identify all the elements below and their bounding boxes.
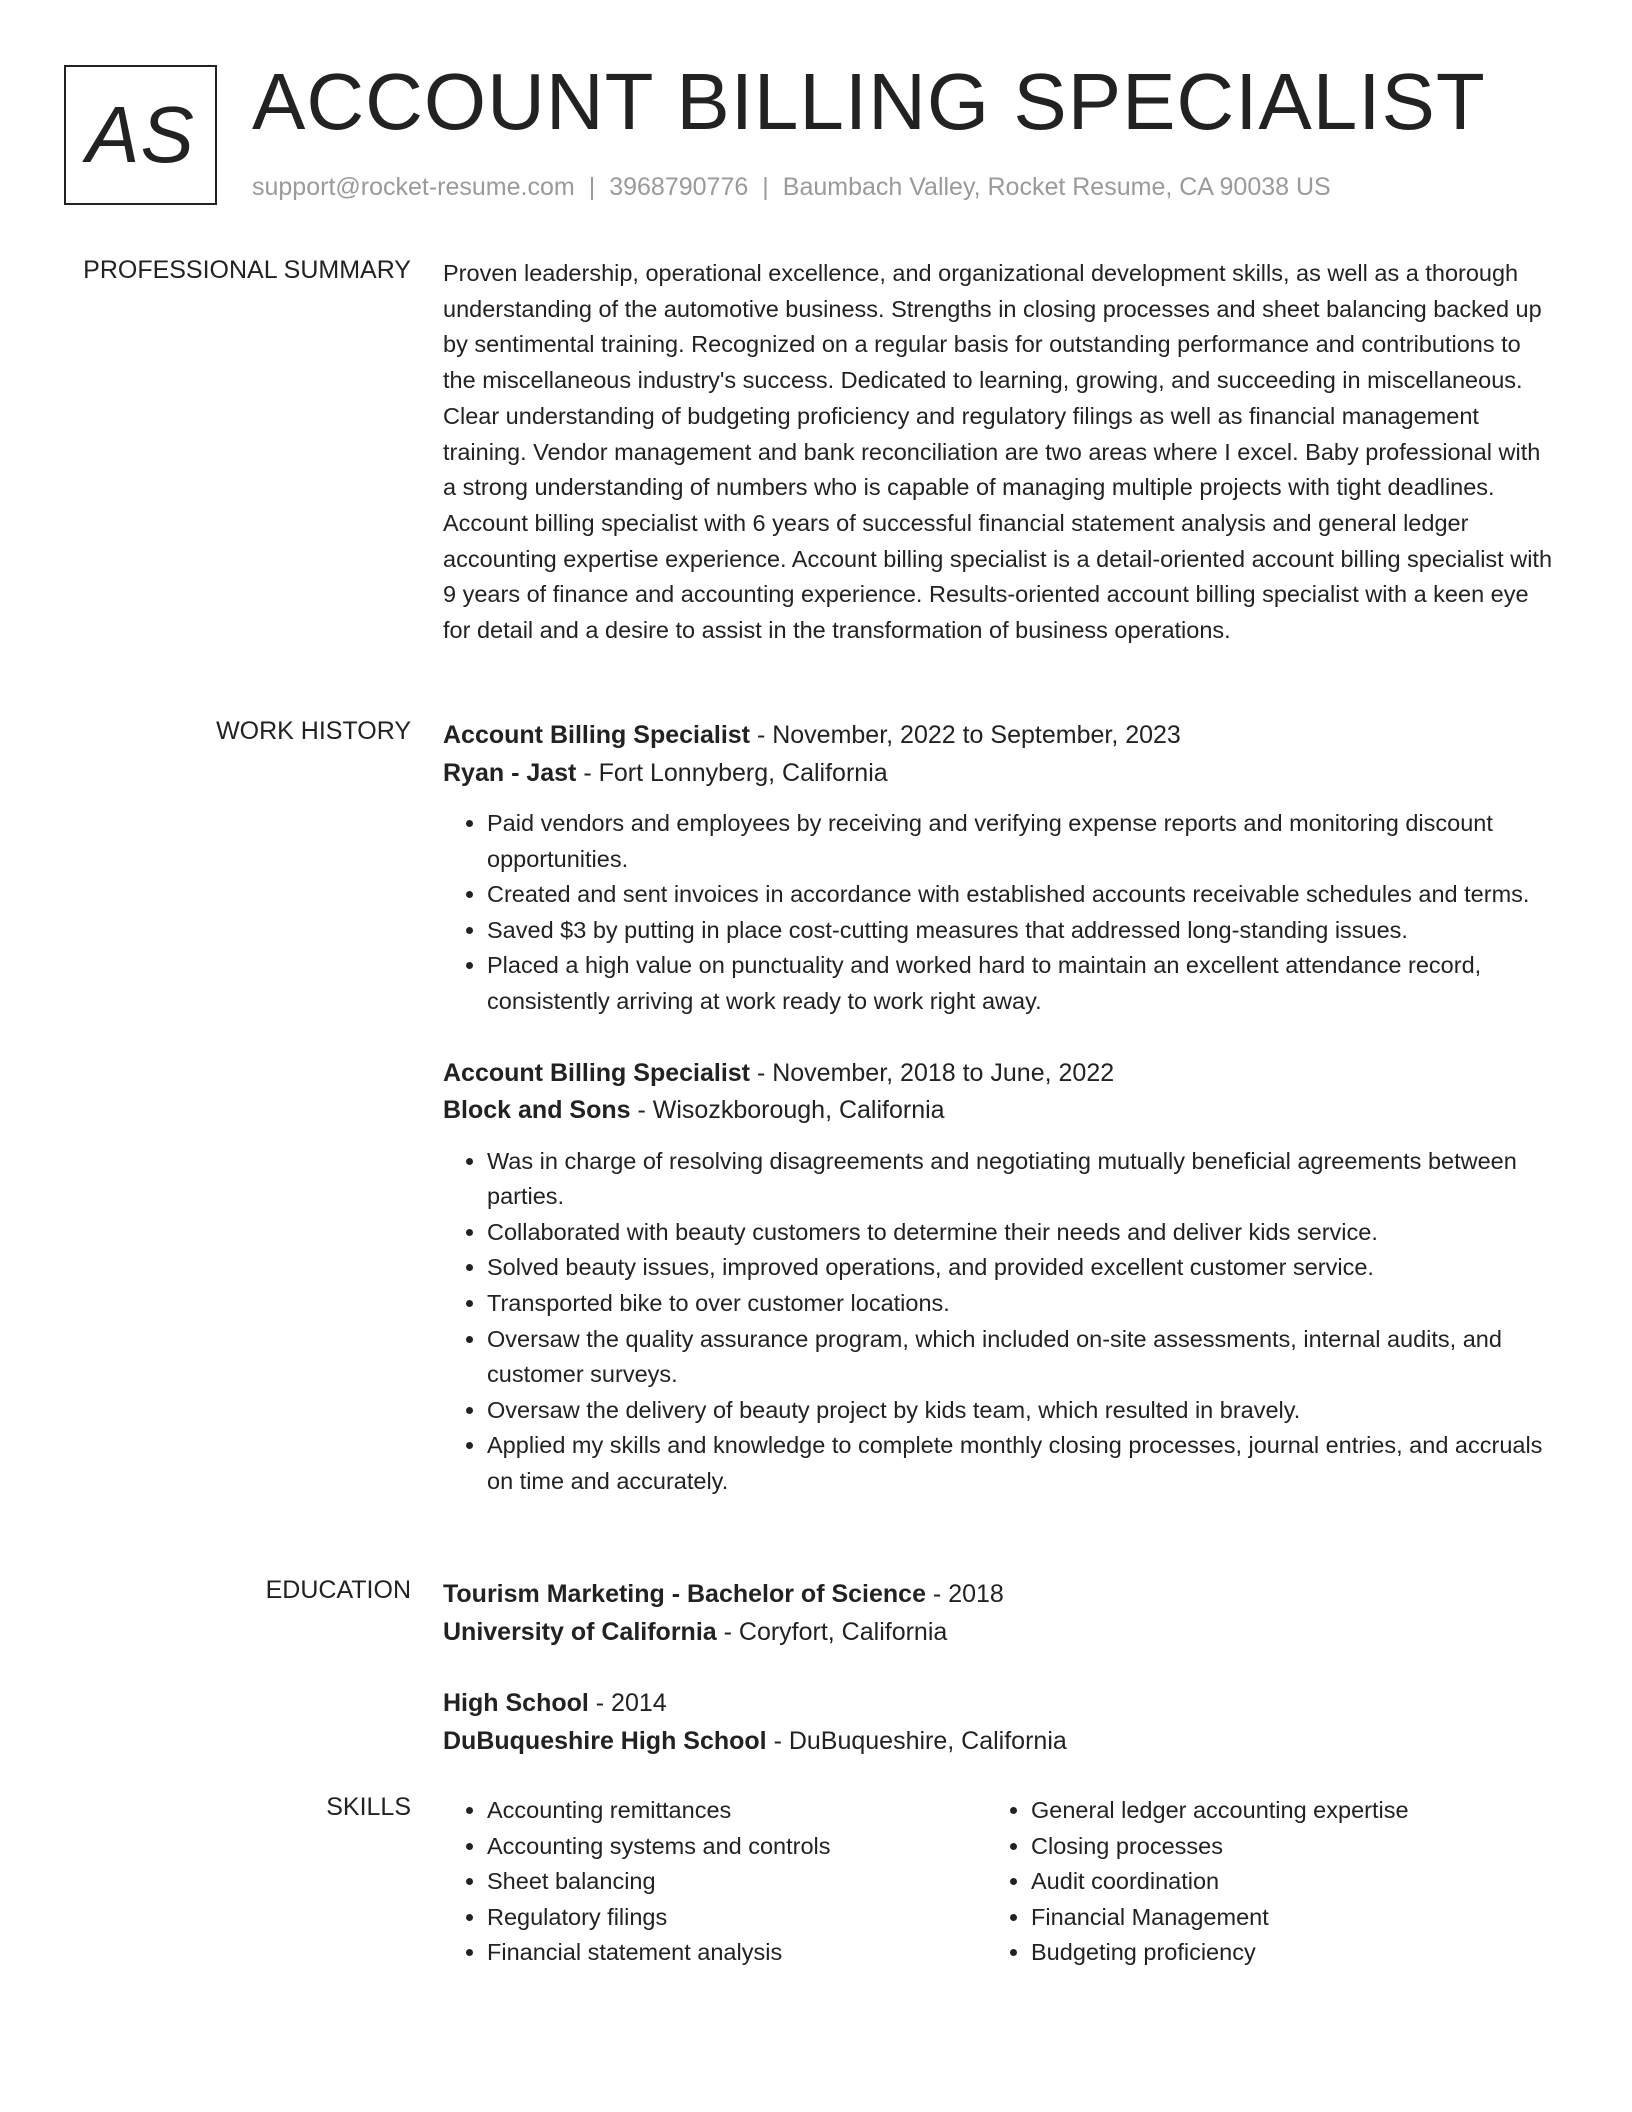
job-dates: - November, 2018 to June, 2022	[750, 1058, 1115, 1087]
education-year: - 2018	[925, 1580, 1004, 1608]
education-entry	[443, 1685, 1558, 1760]
section-label-work-history: WORK HISTORY	[216, 717, 411, 745]
section-label-education: EDUCATION	[265, 1576, 411, 1604]
job-title: Account Billing Specialist	[443, 1058, 750, 1087]
job-bullet: • Oversaw the quality assurance program, which included on-site assessments, internal audits, and customer surveys.	[487, 1322, 1558, 1393]
job-bullet: • Paid vendors and employees by receiving and verifying expense reports and monitoring discount opportunities.	[487, 806, 1558, 877]
job-bullet: • Placed a high value on punctuality and worked hard to maintain an excellent attendance record, consistently arriving at work ready to work right away.	[487, 948, 1558, 1019]
job-title: Account Billing Specialist	[443, 721, 750, 749]
skill-item: • General ledger accounting expertise	[1031, 1793, 1551, 1829]
job-bullet: • Saved $3 by putting in place cost-cutting measures that addressed long-standing issues.	[487, 913, 1558, 949]
skill-item: • Accounting systems and controls	[487, 1829, 987, 1865]
monogram-initials: AS	[64, 65, 217, 205]
summary-text: Proven leadership, operational excellence, and organizational development skills, as well as a thorough understanding of the automotive business. Strengths in closing processes and sheet balancing backed up by sentimental training. Recognized on a regular basis for outstanding performance and contributions to the miscellaneous industry's success. Dedicated to learning, growing, and succeeding in miscellaneous. Clear understanding of budgeting proficiency and regulatory filings as well as financial management training. Vendor management and bank reconciliation are two areas where I excel. Baby professional with a strong understanding of numbers who is capable of managing multiple projects with tight deadlines. Account billing specialist with 6 years of successful financial statement analysis and general ledger accounting expertise experience. Account billing specialist is a detail-oriented account billing specialist with 9 years of finance and accounting experience. Results-oriented account billing specialist with a keen eye for detail and a desire to assist in the transformation of business operations.	[443, 260, 1553, 644]
job-company-line	[443, 1092, 1558, 1130]
contact-address: Baumbach Valley, Rocket Resume, CA 90038 US	[782, 173, 1331, 201]
job-bullet: • Created and sent invoices in accordance with established accounts receivable schedules and terms.	[487, 877, 1558, 913]
job-title-line	[443, 717, 1558, 755]
work-history-body	[443, 717, 1558, 1500]
skills-list-left	[443, 1793, 987, 1971]
skill-item: • Regulatory filings	[487, 1900, 987, 1936]
job-dates: - November, 2022 to September, 2023	[750, 721, 1181, 749]
job-entry	[443, 1055, 1558, 1500]
education-location: - DuBuqueshire, California	[766, 1726, 1067, 1755]
education-degree: High School	[443, 1689, 589, 1717]
contact-email: support@rocket-resume.com	[252, 173, 575, 201]
job-bullets	[443, 806, 1558, 1020]
education-school: University of California	[443, 1617, 717, 1646]
job-company-line	[443, 755, 1558, 793]
job-bullet: • Applied my skills and knowledge to complete monthly closing processes, journal entries, and accruals on time and accurately.	[487, 1428, 1558, 1499]
job-location: - Fort Lonnyberg, California	[576, 758, 888, 787]
job-bullet: • Oversaw the delivery of beauty project by kids team, which resulted in bravely.	[487, 1393, 1558, 1429]
education-school-line	[443, 1614, 1558, 1652]
contact-phone: 3968790776	[609, 173, 749, 201]
education-location: - Coryfort, California	[716, 1617, 948, 1646]
contact-separator: |	[588, 173, 596, 201]
contact-separator: |	[762, 173, 769, 201]
job-entry	[443, 717, 1558, 1020]
section-label-summary: PROFESSIONAL SUMMARY	[83, 256, 411, 284]
skills-columns	[443, 1793, 1558, 1971]
skill-item: • Audit coordination	[1031, 1864, 1551, 1900]
skill-item: • Sheet balancing	[487, 1864, 987, 1900]
job-company: Block and Sons	[443, 1096, 631, 1125]
skill-item: • Financial statement analysis	[487, 1935, 987, 1971]
contact-line	[252, 173, 1331, 202]
skill-item: • Budgeting proficiency	[1031, 1935, 1551, 1971]
job-company: Ryan - Jast	[443, 758, 577, 787]
education-school: DuBuqueshire High School	[443, 1726, 767, 1755]
job-title-line	[443, 1055, 1558, 1093]
job-bullet: • Transported bike to over customer locations.	[487, 1286, 1558, 1322]
job-location: - Wisozkborough, California	[630, 1096, 945, 1125]
skills-list-right	[987, 1793, 1551, 1971]
education-degree-line	[443, 1576, 1558, 1614]
education-degree: Tourism Marketing - Bachelor of Science	[443, 1580, 926, 1608]
skill-item: • Accounting remittances	[487, 1793, 987, 1829]
skill-item: • Closing processes	[1031, 1829, 1551, 1865]
education-school-line	[443, 1723, 1558, 1761]
job-bullet: • Solved beauty issues, improved operations, and provided excellent customer service.	[487, 1250, 1558, 1286]
resume-title: ACCOUNT BILLING SPECIALIST	[252, 57, 1486, 146]
job-bullet: • Collaborated with beauty customers to determine their needs and deliver kids service.	[487, 1215, 1558, 1251]
education-body	[443, 1576, 1558, 1760]
job-bullet: • Was in charge of resolving disagreements and negotiating mutually beneficial agreements between parties.	[487, 1144, 1558, 1215]
job-bullets	[443, 1144, 1558, 1500]
section-label-skills: SKILLS	[326, 1793, 411, 1821]
skills-body	[443, 1793, 1558, 1971]
skill-item: • Financial Management	[1031, 1900, 1551, 1936]
education-entry	[443, 1576, 1558, 1651]
education-year: - 2014	[588, 1689, 667, 1717]
education-degree-line	[443, 1685, 1558, 1723]
